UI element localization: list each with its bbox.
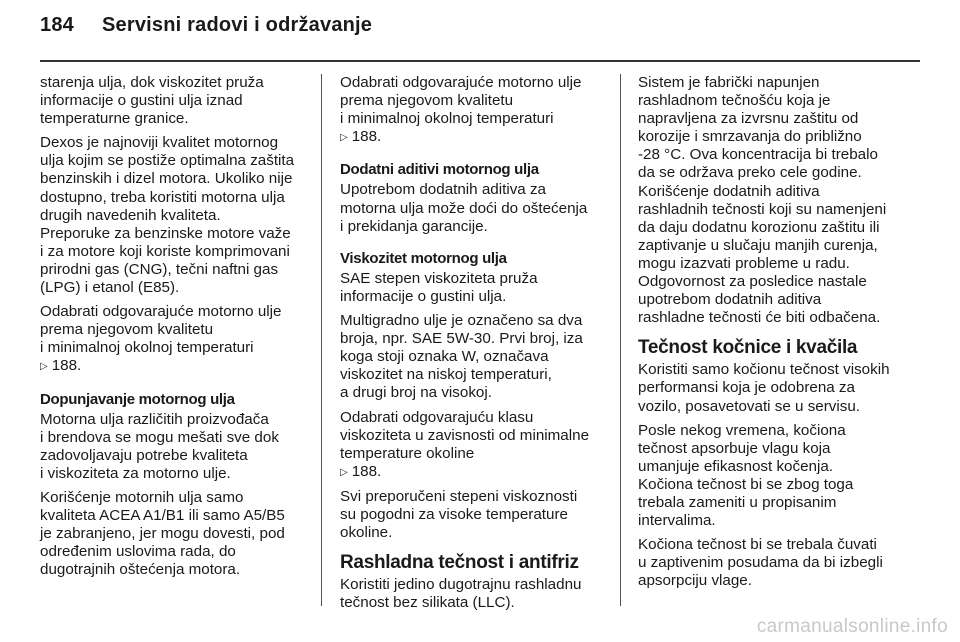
text-column-3 xyxy=(638,74,916,596)
section-subheading xyxy=(340,161,610,179)
paragraph xyxy=(40,411,308,483)
paragraph xyxy=(638,536,916,590)
page-number: 184 xyxy=(40,14,74,36)
page-reference-link[interactable]: ▷ 188. xyxy=(340,463,381,480)
text-column-1 xyxy=(40,74,308,585)
paragraph xyxy=(638,74,916,327)
paragraph-text: Dodatni aditivi motornog ulja xyxy=(340,161,539,179)
paragraph-text: Multigradno ulje je označeno sa dva broja, npr. SAE 5W-30. Prvi broj, iza koga stoji oznaka W, označava viskozitet na niskoj temperaturi, a drugi broj na visokoj. xyxy=(340,312,583,402)
paragraph xyxy=(340,409,610,482)
paragraph xyxy=(340,576,610,612)
paragraph xyxy=(638,361,916,415)
paragraph-text: Dopunjavanje motornog ulja xyxy=(40,390,235,408)
paragraph xyxy=(340,181,610,235)
paragraph xyxy=(40,134,308,297)
section-subheading xyxy=(40,391,308,409)
paragraph-text: Svi preporučeni stepeni viskoznosti su pogodni za visoke temperature okoline. xyxy=(340,487,578,542)
paragraph xyxy=(40,74,308,128)
watermark: carmanualsonline.info xyxy=(756,616,948,637)
section-heading xyxy=(638,337,916,359)
paragraph-text: Posle nekog vremena, kočiona tečnost apsorbuje vlagu koja umanjuje efikasnost kočenja. Kočiona tečnost bi se zbog toga trebala zameniti u propisanim intervalima. xyxy=(638,421,854,530)
section-subheading xyxy=(340,250,610,268)
header-rule xyxy=(40,60,920,62)
paragraph-text: Dexos je najnoviji kvalitet motornog ulja kojim se postiže optimalna zaštita benzinskih i dizel motora. Ukoliko nije dostupno, treba koristiti motorna ulja drugih navedenih kvaliteta. Preporuke za benzinske motore važe i za motore koji koriste komprimovani prirodni gas (CNG), tečni naftni gas (LPG) i etanol (E85). xyxy=(40,134,295,297)
paragraph-text: Viskozitet motornog ulja xyxy=(340,249,507,267)
column-divider xyxy=(321,74,322,606)
paragraph-text: Sistem je fabrički napunjen rashladnom tečnošću koja je napravljena za izvrsnu zaštitu od korozije i smrzavanja do približno -28 °C. Ova koncentracija bi trebalo da se održava preko cele godine. Korišćenje dodatnih aditiva rashladnih tečnosti koji su namenjeni da daju dodatnu korozionu zaštitu ili zaptivanje u slučaju manjih curenja, mogu izazvati probleme u radu. Odgovornost za posledice nastale upotrebom dodatnih aditiva rashladne tečnosti će biti odbačena. xyxy=(638,74,887,327)
paragraph xyxy=(638,422,916,531)
section-heading xyxy=(340,552,610,574)
column-divider xyxy=(620,74,621,606)
paragraph-text: Korišćenje motornih ulja samo kvaliteta ACEA A1/B1 ili samo A5/B5 je zabranjeno, jer mogu dovesti, pod određenim uslovima rada, do dugotrajnih oštećenja motora. xyxy=(40,488,285,579)
paragraph xyxy=(340,270,610,306)
paragraph xyxy=(40,303,308,376)
paragraph-text: Koristiti jedino dugotrajnu rashladnu tečnost bez silikata (LLC). xyxy=(340,576,582,612)
paragraph-text: starenja ulja, dok viskozitet pruža informacije o gustini ulja iznad temperaturne granice. xyxy=(40,74,264,128)
page-title: Servisni radovi i održavanje xyxy=(101,14,373,36)
text-column-2 xyxy=(340,74,610,618)
paragraph-text: Upotrebom dodatnih aditiva za motorna ulja može doći do oštećenja i prekidanja garancije. xyxy=(340,181,588,235)
page-reference-link[interactable]: ▷ 188. xyxy=(40,357,81,374)
page-reference-link[interactable]: ▷ 188. xyxy=(340,128,381,145)
paragraph xyxy=(340,488,610,542)
paragraph-text: Odabrati odgovarajuću klasu viskoziteta u zavisnosti od minimalne temperature okoline xyxy=(340,408,590,462)
paragraph-text: Odabrati odgovarajuće motorno ulje prema njegovom kvalitetu i minimalnoj okolnoj temperaturi xyxy=(340,74,582,128)
paragraph-text: Koristiti samo kočionu tečnost visokih performansi koja je odobrena za vozilo, posavetovati se u servisu. xyxy=(638,361,890,415)
paragraph-text: Odabrati odgovarajuće motorno ulje prema njegovom kvalitetu i minimalnoj okolnoj temperaturi xyxy=(40,303,282,357)
paragraph-text: Motorna ulja različitih proizvođača i brendova se mogu mešati sve dok zadovoljavaju potrebe kvaliteta i viskoziteta za motorno ulje. xyxy=(40,410,279,482)
page-header xyxy=(40,14,372,37)
paragraph-text: Tečnost kočnice i kvačila xyxy=(638,337,858,359)
paragraph-text: Kočiona tečnost bi se trebala čuvati u zaptivenim posudama da bi izbegli apsorpciju vlage. xyxy=(638,536,883,590)
paragraph xyxy=(340,312,610,402)
paragraph xyxy=(340,74,610,147)
paragraph xyxy=(40,489,308,579)
paragraph-text: Rashladna tečnost i antifriz xyxy=(340,552,579,574)
paragraph-text: SAE stepen viskoziteta pruža informacije o gustini ulja. xyxy=(340,269,538,305)
